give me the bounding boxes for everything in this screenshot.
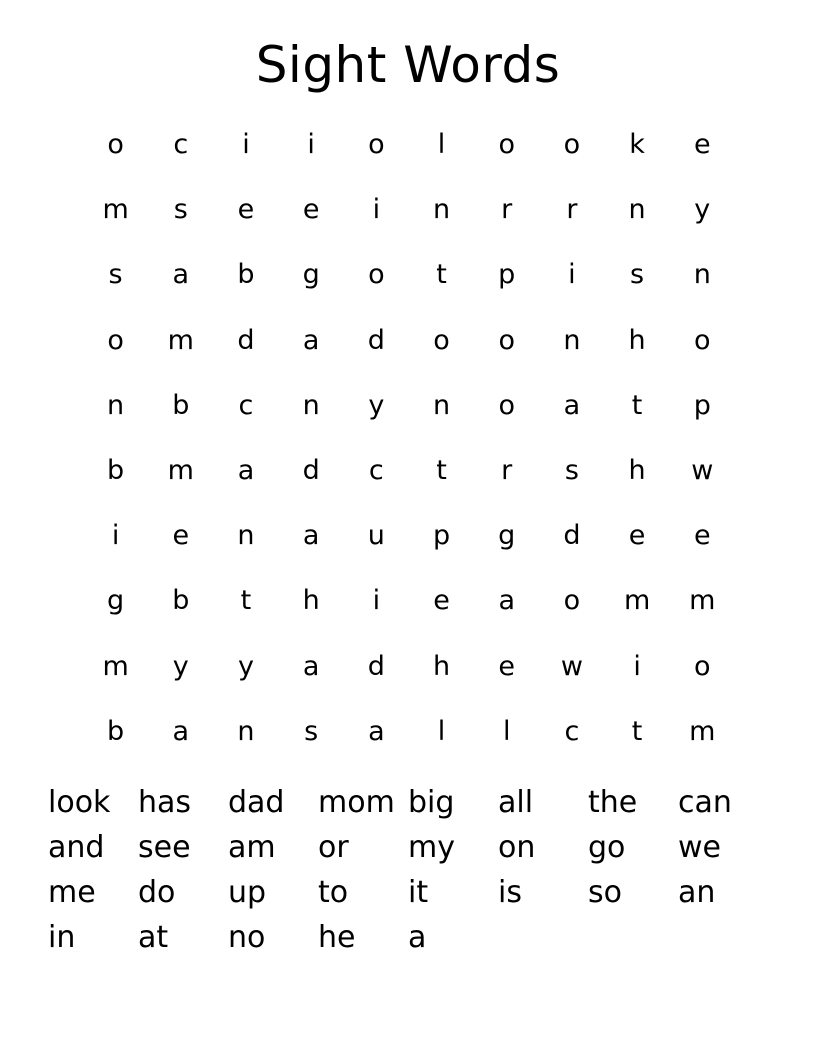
grid-letter: m <box>102 650 129 682</box>
grid-letter: d <box>367 650 385 682</box>
grid-letter: o <box>368 129 385 161</box>
word-list-item: an <box>678 875 716 910</box>
grid-letter: b <box>237 259 255 291</box>
grid-letter: n <box>563 324 581 356</box>
grid-letter: o <box>694 324 711 356</box>
grid-letter: m <box>689 585 716 617</box>
grid-letter: o <box>498 129 515 161</box>
word-list-item: or <box>318 830 349 865</box>
grid-letter: e <box>498 650 516 682</box>
grid-letter: i <box>111 520 120 552</box>
grid-letter: n <box>432 389 451 421</box>
word-list-item: go <box>588 830 626 865</box>
word-list-item: at <box>138 920 169 955</box>
word-list-item: so <box>588 875 622 910</box>
grid-letter: d <box>237 324 255 356</box>
page-title: Sight Words <box>255 36 561 94</box>
grid-letter: h <box>432 650 451 682</box>
grid-letter: m <box>167 455 194 487</box>
word-list-item: it <box>408 875 429 910</box>
grid-letter: y <box>368 389 385 421</box>
grid-letter: b <box>107 455 125 487</box>
grid-letter: m <box>102 194 129 226</box>
grid-letter: e <box>628 520 646 552</box>
grid-letter: y <box>694 194 711 226</box>
word-list-item: the <box>588 785 638 820</box>
grid-letter: n <box>237 520 255 552</box>
grid-letter: i <box>568 259 576 291</box>
grid-letter: n <box>107 389 125 421</box>
word-list-item: dad <box>228 785 285 820</box>
grid-letter: b <box>172 585 190 617</box>
grid-letter: t <box>436 259 447 291</box>
grid-letter: i <box>307 129 315 161</box>
word-list-item: me <box>48 875 96 910</box>
grid-letter: s <box>108 259 123 291</box>
grid-letter: g <box>107 585 125 617</box>
grid-letter: a <box>368 715 385 747</box>
grid-letter: a <box>498 585 515 617</box>
word-list-item: big <box>408 785 455 820</box>
grid-letter: e <box>693 520 711 552</box>
grid-letter: n <box>432 194 451 226</box>
word-list-item: mom <box>318 785 395 820</box>
grid-letter: o <box>563 585 581 617</box>
grid-letter: w <box>691 455 714 487</box>
grid-letter: g <box>302 259 320 291</box>
word-list-item: and <box>48 830 105 865</box>
word-list-item: my <box>408 830 455 865</box>
grid-letter: b <box>107 715 125 747</box>
grid-letter: i <box>372 194 381 226</box>
grid-letter: c <box>564 715 580 747</box>
word-list-item: to <box>318 875 349 910</box>
grid-letter: y <box>237 650 254 682</box>
word-list-item: see <box>138 830 191 865</box>
grid-letter: i <box>372 585 381 617</box>
grid-letter: u <box>367 520 385 552</box>
grid-letter: b <box>172 389 190 421</box>
grid-letter: t <box>631 389 643 421</box>
grid-letter: t <box>240 585 252 617</box>
word-list-item: he <box>318 920 356 955</box>
word-list-item: has <box>138 785 192 820</box>
grid-letter: s <box>630 259 645 291</box>
word-list-item: all <box>498 785 534 820</box>
grid-letter: p <box>693 389 711 421</box>
grid-letter: o <box>694 650 711 682</box>
grid-letter: o <box>368 259 385 291</box>
grid-letter: n <box>302 389 320 421</box>
grid-letter: a <box>172 715 190 747</box>
grid-letter: o <box>563 129 581 161</box>
grid-letter: r <box>501 455 513 487</box>
grid-letter: d <box>302 455 320 487</box>
grid-letter: c <box>173 129 189 161</box>
word-list-item: look <box>48 785 111 820</box>
word-list-item: can <box>678 785 732 820</box>
grid-letter: g <box>498 520 516 552</box>
grid-letter: a <box>302 520 320 552</box>
letter-grid <box>83 112 735 764</box>
grid-letter: n <box>628 194 646 226</box>
grid-letter: n <box>237 715 255 747</box>
grid-letter: a <box>172 259 190 291</box>
grid-letter: d <box>563 520 581 552</box>
grid-letter: l <box>502 715 511 747</box>
word-list-item: do <box>138 875 176 910</box>
grid-letter: a <box>563 389 581 421</box>
grid-letter: i <box>242 129 250 161</box>
grid-letter: p <box>432 520 451 552</box>
grid-letter: s <box>304 715 319 747</box>
word-list-item: we <box>678 830 721 865</box>
word-list-item: up <box>228 875 267 910</box>
grid-letter: l <box>437 715 446 747</box>
grid-letter: y <box>172 650 189 682</box>
grid-letter: t <box>436 455 447 487</box>
grid-letter: o <box>107 324 124 356</box>
grid-letter: h <box>302 585 320 617</box>
grid-letter: p <box>498 259 516 291</box>
grid-letter: a <box>302 650 320 682</box>
grid-letter: o <box>433 324 450 356</box>
grid-letter: m <box>167 324 194 356</box>
grid-letter: h <box>628 455 646 487</box>
grid-letter: o <box>498 389 515 421</box>
grid-letter: o <box>107 129 124 161</box>
grid-letter: r <box>566 194 578 226</box>
grid-letter: r <box>501 194 513 226</box>
grid-letter: e <box>302 194 320 226</box>
grid-letter: e <box>433 585 450 617</box>
grid-letter: e <box>693 129 711 161</box>
word-list-item: in <box>48 920 76 955</box>
grid-letter: o <box>498 324 515 356</box>
word-list-item: a <box>408 920 427 955</box>
grid-letter: e <box>172 520 190 552</box>
grid-letter: s <box>564 455 579 487</box>
grid-letter: c <box>238 389 254 421</box>
word-list-item: is <box>498 875 522 910</box>
word-list-item: am <box>228 830 276 865</box>
grid-letter: m <box>689 715 716 747</box>
word-list-item: no <box>228 920 266 955</box>
word-list-item: on <box>498 830 536 865</box>
grid-letter: c <box>368 455 384 487</box>
grid-letter: l <box>437 129 446 161</box>
grid-letter: h <box>628 324 646 356</box>
grid-letter: e <box>237 194 255 226</box>
grid-letter: n <box>693 259 711 291</box>
grid-letter: w <box>560 650 583 682</box>
grid-letter: a <box>302 324 320 356</box>
grid-letter: k <box>629 129 645 161</box>
grid-letter: d <box>367 324 385 356</box>
grid-letter: s <box>173 194 188 226</box>
grid-letter: m <box>623 585 651 617</box>
word-bank <box>48 780 768 960</box>
grid-letter: i <box>633 650 641 682</box>
grid-letter: t <box>631 715 643 747</box>
grid-letter: a <box>237 455 255 487</box>
